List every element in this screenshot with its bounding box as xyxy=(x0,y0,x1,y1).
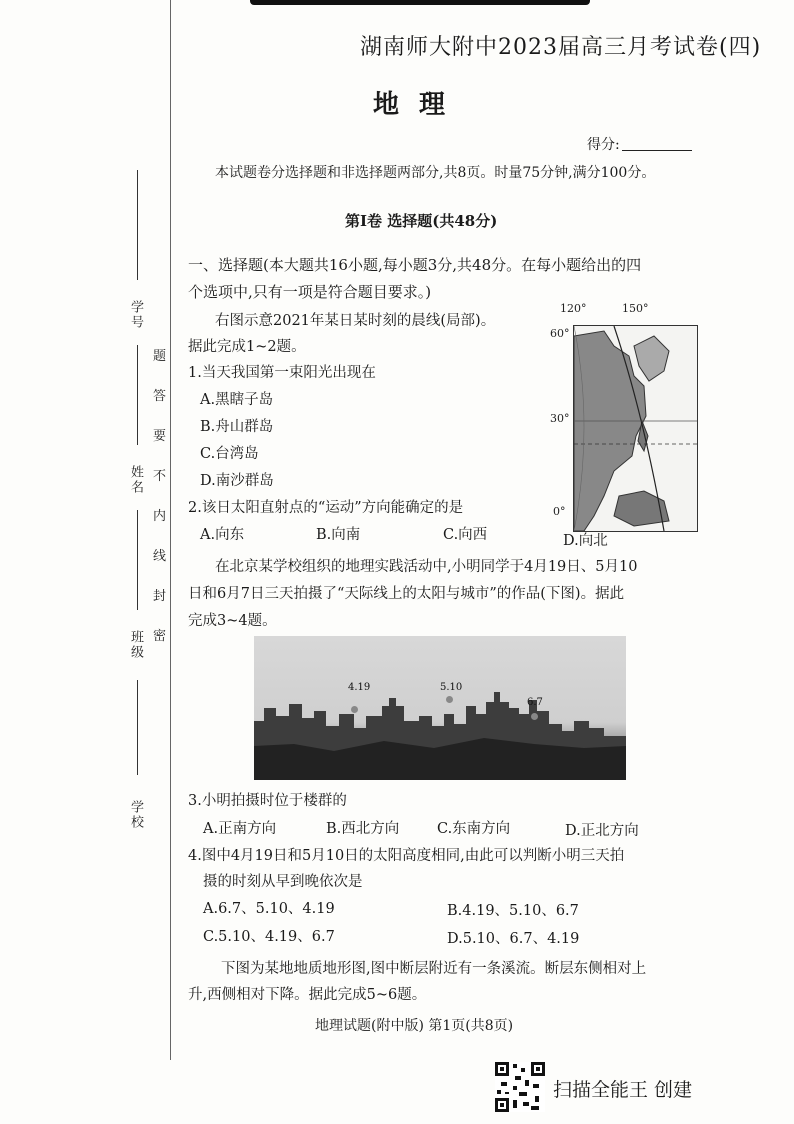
name-blank xyxy=(137,345,138,445)
top-binding-bar xyxy=(250,0,590,5)
school-blank xyxy=(137,680,138,775)
q4-option-b: B.4.19、5.10、6.7 xyxy=(447,903,579,919)
q3-option-d: D.正北方向 xyxy=(565,823,639,839)
q4-option-c: C.5.10、4.19、6.7 xyxy=(203,929,335,945)
name-label: 姓名 xyxy=(128,465,143,495)
group-intro: 下图为某地地质地形图,图中断层附近有一条溪流。断层东侧相对上 xyxy=(221,961,647,977)
q1-option-a: A.黑瞎子岛 xyxy=(200,392,274,408)
page-footer: 地理试题(附中版) 第1页(共8页) xyxy=(315,1018,514,1034)
group-intro: 据此完成1~2题。 xyxy=(188,339,306,355)
map-lat-label: 0° xyxy=(553,505,566,518)
q4-option-d: D.5.10、6.7、4.19 xyxy=(447,931,580,947)
map-lat-label: 30° xyxy=(550,412,570,425)
q3-option-b: B.西北方向 xyxy=(326,821,400,837)
seal-char: 不 xyxy=(153,469,167,484)
seal-char: 封 xyxy=(153,589,167,604)
sun-date-label: 6.7 xyxy=(527,697,543,708)
question-3-stem: 3.小明拍摄时位于楼群的 xyxy=(188,793,347,809)
sun-date-label: 4.19 xyxy=(348,682,371,693)
q1-option-d: D.南沙群岛 xyxy=(200,473,274,489)
sun-marker xyxy=(531,713,538,720)
class-blank xyxy=(137,510,138,610)
question-1-stem: 1.当天我国第一束阳光出现在 xyxy=(188,365,376,381)
school-label: 学校 xyxy=(128,800,143,830)
group-intro: 右图示意2021年某日某时刻的晨线(局部)。 xyxy=(215,313,496,329)
question-4-stem: 摄的时刻从早到晚依次是 xyxy=(203,874,363,890)
seal-char: 线 xyxy=(153,549,167,564)
score-blank xyxy=(622,150,692,151)
q3-option-a: A.正南方向 xyxy=(203,821,277,837)
subject-title: 地理 xyxy=(373,90,466,120)
group-intro: 日和6月7日三天拍摄了“天际线上的太阳与城市”的作品(下图)。据此 xyxy=(188,586,625,602)
seal-char: 答 xyxy=(153,389,167,404)
map-lon-label: 120° xyxy=(560,302,587,315)
map-lat-label: 60° xyxy=(550,327,570,340)
question-2-stem: 2.该日太阳直射点的“运动”方向能确定的是 xyxy=(188,500,464,516)
student-id-blank xyxy=(137,170,138,280)
group-intro: 完成3~4题。 xyxy=(188,613,277,629)
instructions-line: 个选项中,只有一项是符合题目要求。) xyxy=(188,283,432,301)
seal-char: 要 xyxy=(153,429,167,444)
score-label: 得分: xyxy=(587,137,620,153)
sun-date-label: 5.10 xyxy=(440,682,463,693)
sun-marker xyxy=(351,706,358,713)
seal-char: 密 xyxy=(153,629,167,644)
q2-option-b: B.向南 xyxy=(316,527,361,543)
q4-option-a: A.6.7、5.10、4.19 xyxy=(203,901,335,917)
question-4-stem: 4.图中4月19日和5月10日的太阳高度相同,由此可以判断小明三天拍 xyxy=(188,848,625,864)
q2-option-c: C.向西 xyxy=(443,527,488,543)
seal-char: 题 xyxy=(153,349,167,364)
q3-option-c: C.东南方向 xyxy=(437,821,511,837)
sun-marker xyxy=(446,696,453,703)
group-intro: 升,西侧相对下降。据此完成5~6题。 xyxy=(188,987,427,1003)
camscanner-watermark: 扫描全能王 创建 xyxy=(553,1079,693,1101)
q2-option-a: A.向东 xyxy=(200,527,245,543)
skyline-drawing xyxy=(254,636,626,780)
seal-line xyxy=(170,0,171,1060)
terminator-map xyxy=(573,325,698,532)
student-id-label: 学号 xyxy=(128,300,143,330)
seal-char: 内 xyxy=(153,509,167,524)
q2-option-d: D.向北 xyxy=(563,533,608,549)
map-lon-label: 150° xyxy=(622,302,649,315)
group-intro: 在北京某学校组织的地理实践活动中,小明同学于4月19日、5月10 xyxy=(215,559,638,575)
skyline-photo xyxy=(254,636,626,780)
section-title: 第Ⅰ卷 选择题(共48分) xyxy=(345,212,498,230)
q1-option-b: B.舟山群岛 xyxy=(200,419,274,435)
instructions-line: 一、选择题(本大题共16小题,每小题3分,共48分。在每小题给出的四 xyxy=(188,256,642,274)
qr-code-icon xyxy=(495,1062,545,1112)
exam-title: 湖南师大附中2023届高三月考试卷(四) xyxy=(360,35,762,60)
exam-intro: 本试题卷分选择题和非选择题两部分,共8页。时量75分钟,满分100分。 xyxy=(215,165,656,181)
class-label: 班级 xyxy=(128,630,143,660)
q1-option-c: C.台湾岛 xyxy=(200,446,259,462)
map-drawing xyxy=(574,326,697,531)
